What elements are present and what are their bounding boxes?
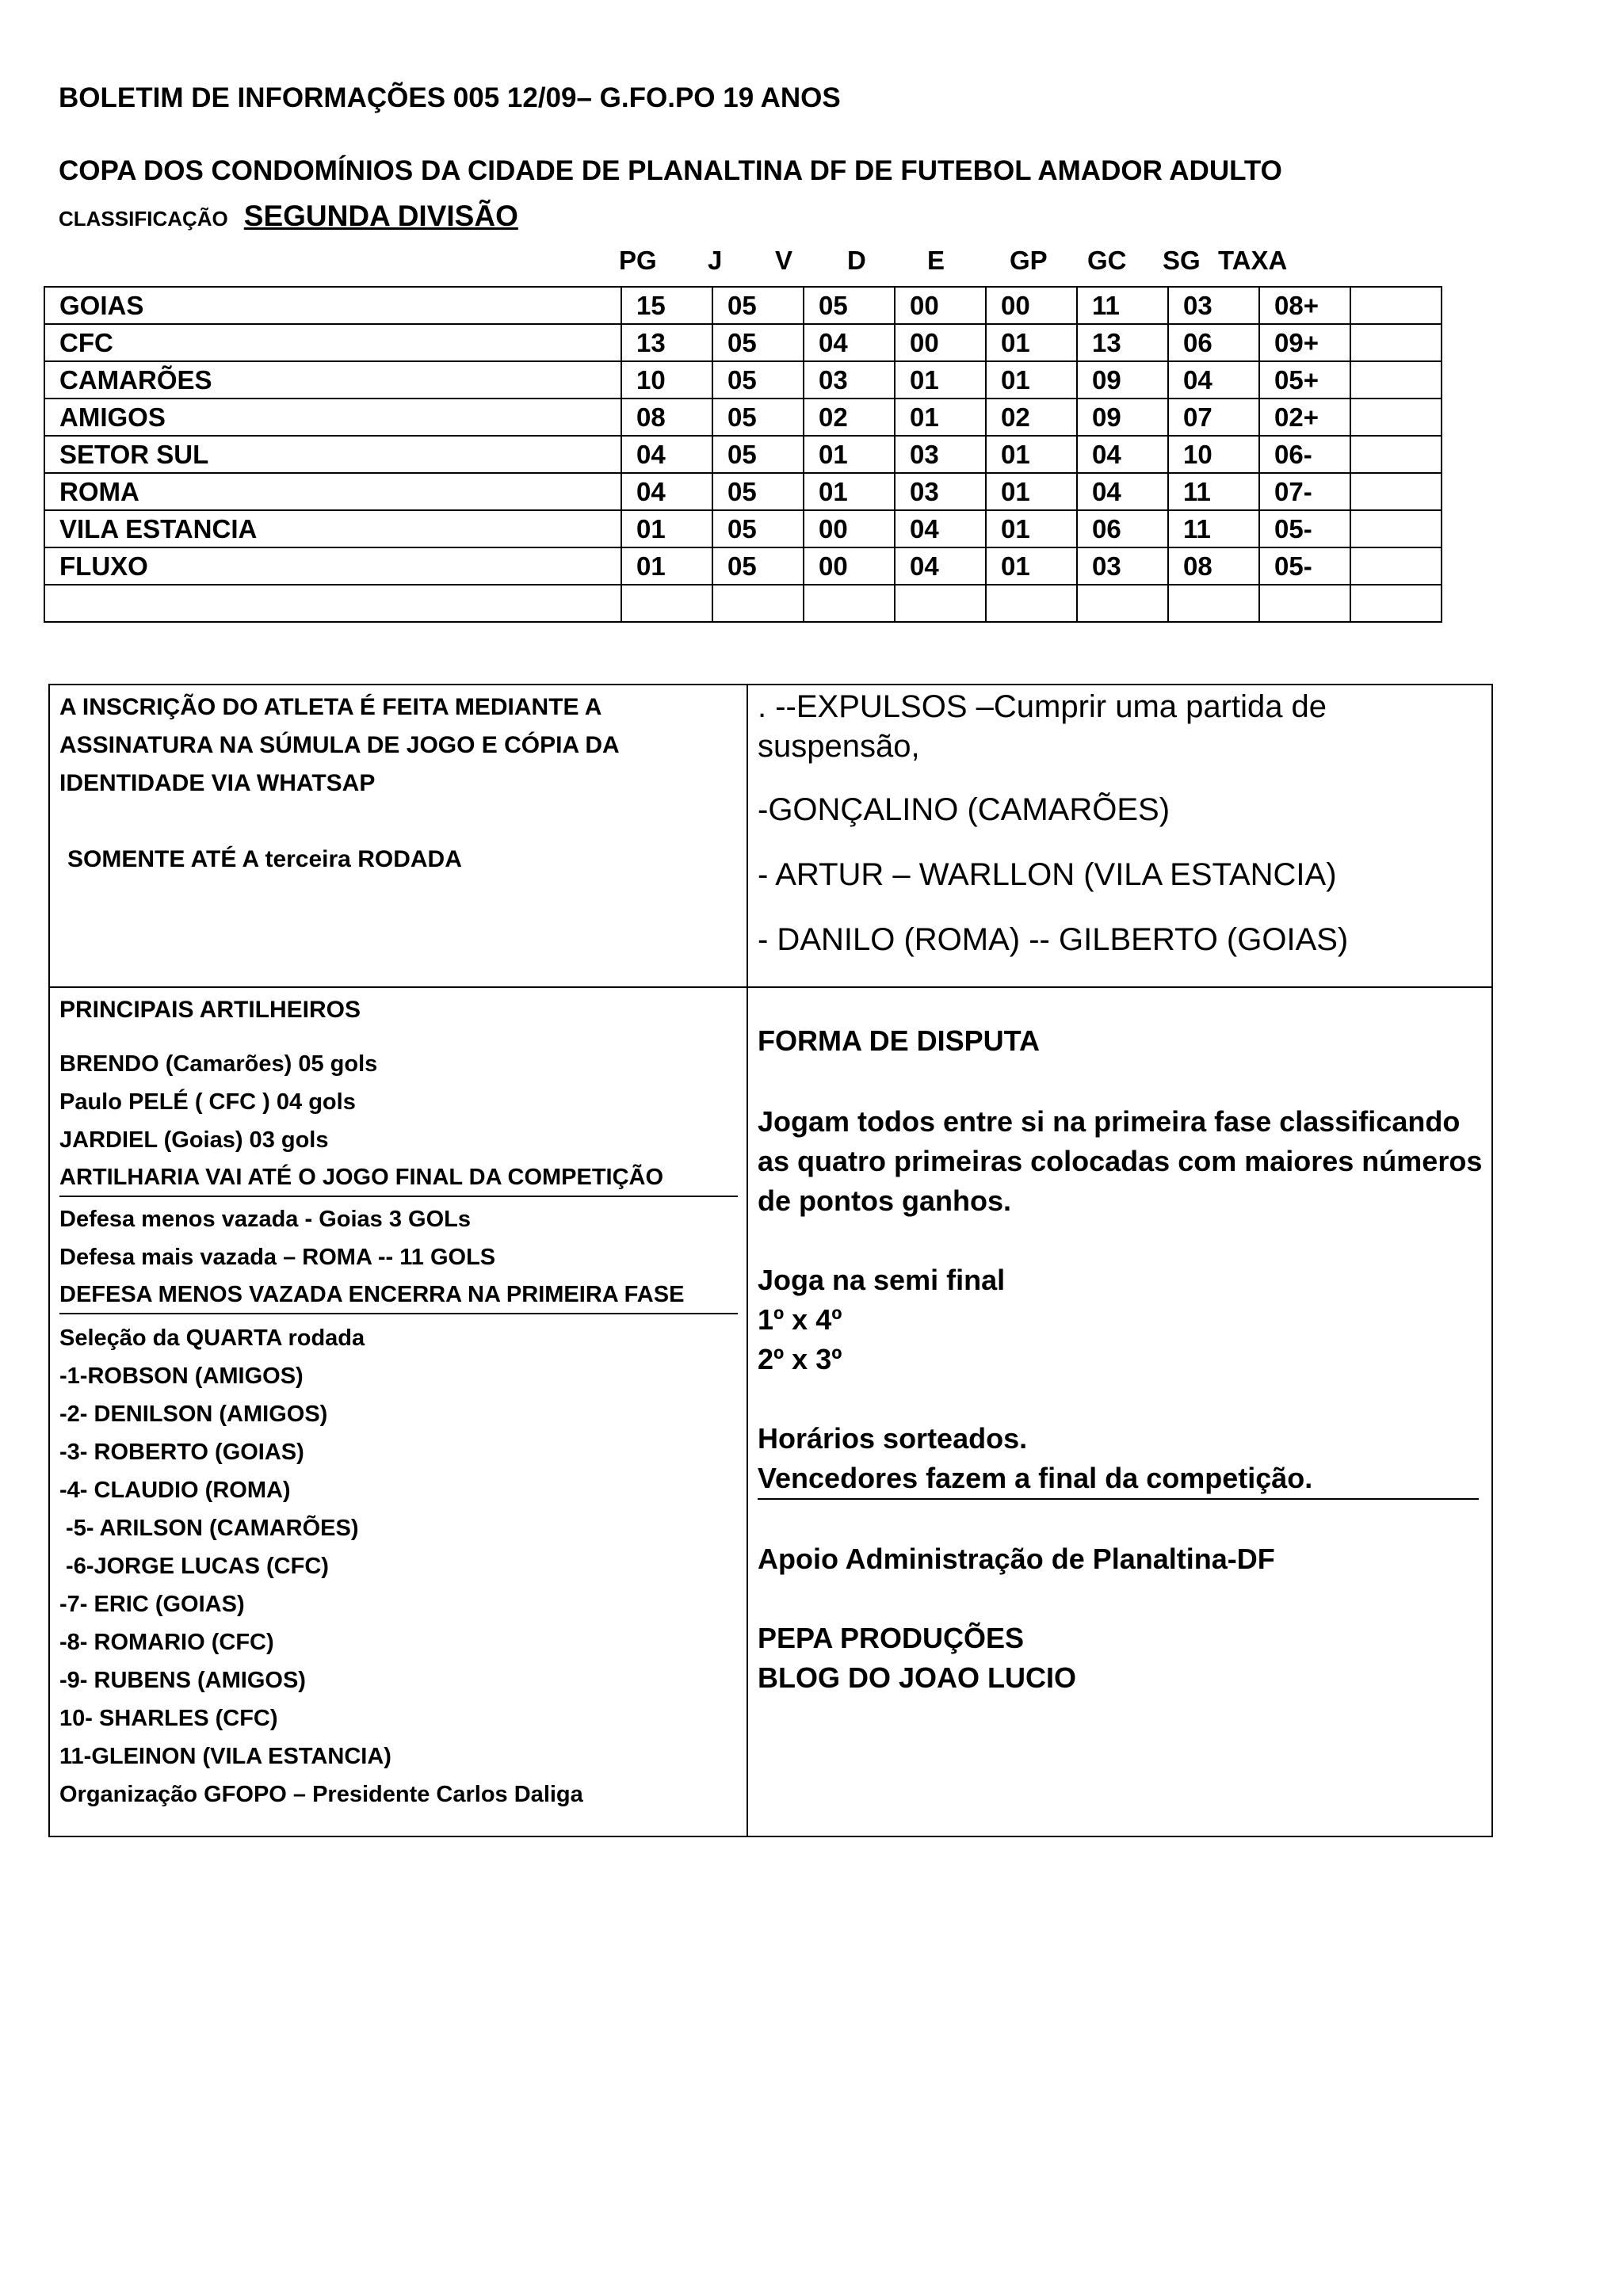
stat-j: 05 bbox=[712, 473, 804, 510]
standings-row bbox=[44, 399, 1442, 436]
selection-player: -2- DENILSON (AMIGOS) bbox=[59, 1402, 328, 1427]
stat-pg: 15 bbox=[621, 287, 712, 324]
selection-player: -7- ERIC (GOIAS) bbox=[59, 1592, 245, 1617]
stat-gc: 10 bbox=[1168, 436, 1259, 473]
stat-e: 01 bbox=[986, 361, 1077, 399]
stat-e bbox=[986, 585, 1077, 622]
selection-player: -5- ARILSON (CAMARÕES) bbox=[59, 1516, 359, 1541]
stat-e: 01 bbox=[986, 436, 1077, 473]
credit-line: BLOG DO JOAO LUCIO bbox=[758, 1661, 1077, 1694]
stat-sg: 08+ bbox=[1259, 287, 1350, 324]
stat-sg: 07- bbox=[1259, 473, 1350, 510]
stat-taxa bbox=[1350, 436, 1442, 473]
stat-pg: 04 bbox=[621, 436, 712, 473]
stat-v: 02 bbox=[804, 399, 895, 436]
stat-gc: 03 bbox=[1168, 287, 1259, 324]
col-header-pg: PG bbox=[619, 246, 657, 275]
support-note: Apoio Administração de Planaltina-DF bbox=[758, 1543, 1275, 1575]
final-note: Vencedores fazem a final da competição. bbox=[758, 1459, 1479, 1500]
stat-v bbox=[804, 585, 895, 622]
format-desc: as quatro primeiras colocadas com maiores números bbox=[758, 1145, 1483, 1177]
standings-row bbox=[44, 287, 1442, 324]
stat-gc: 04 bbox=[1168, 361, 1259, 399]
stat-gp: 04 bbox=[1077, 436, 1168, 473]
stat-pg: 13 bbox=[621, 324, 712, 361]
defense-worst: Defesa mais vazada – ROMA -- 11 GOLS bbox=[59, 1245, 496, 1270]
stat-d: 03 bbox=[895, 473, 986, 510]
format-title: FORMA DE DISPUTA bbox=[758, 1024, 1040, 1057]
scorer-item: JARDIEL (Goias) 03 gols bbox=[59, 1127, 329, 1153]
stat-d: 00 bbox=[895, 324, 986, 361]
stat-gp bbox=[1077, 585, 1168, 622]
team-name: AMIGOS bbox=[44, 399, 621, 436]
selection-player: -6-JORGE LUCAS (CFC) bbox=[59, 1554, 329, 1579]
stat-sg: 05+ bbox=[1259, 361, 1350, 399]
col-header-j: J bbox=[708, 246, 723, 275]
stat-gc: 06 bbox=[1168, 324, 1259, 361]
stat-gc: 07 bbox=[1168, 399, 1259, 436]
team-name: CAMARÕES bbox=[44, 361, 621, 399]
division-title: SEGUNDA DIVISÃO bbox=[243, 200, 518, 232]
semi-match: 1º x 4º bbox=[758, 1303, 842, 1336]
standings-row bbox=[44, 585, 1442, 622]
stat-sg: 06- bbox=[1259, 436, 1350, 473]
col-header-d: D bbox=[847, 246, 866, 275]
registration-line: ASSINATURA NA SÚMULA DE JOGO E CÓPIA DA bbox=[59, 732, 620, 758]
scorer-item: Paulo PELÉ ( CFC ) 04 gols bbox=[59, 1089, 356, 1115]
standings-row bbox=[44, 361, 1442, 399]
selection-player: 10- SHARLES (CFC) bbox=[59, 1706, 278, 1731]
selection-player: -3- ROBERTO (GOIAS) bbox=[59, 1440, 304, 1465]
stat-e: 02 bbox=[986, 399, 1077, 436]
registration-deadline: SOMENTE ATÉ A terceira RODADA bbox=[67, 846, 462, 872]
stat-e: 01 bbox=[986, 324, 1077, 361]
stat-taxa bbox=[1350, 473, 1442, 510]
defense-note: DEFESA MENOS VAZADA ENCERRA NA PRIMEIRA FASE bbox=[59, 1276, 738, 1314]
stat-taxa bbox=[1350, 547, 1442, 585]
team-name: GOIAS bbox=[44, 287, 621, 324]
selection-player: -1-ROBSON (AMIGOS) bbox=[59, 1363, 304, 1389]
stat-taxa bbox=[1350, 324, 1442, 361]
stat-e: 01 bbox=[986, 510, 1077, 547]
stat-d: 01 bbox=[895, 361, 986, 399]
stat-v: 00 bbox=[804, 510, 895, 547]
stat-gp: 09 bbox=[1077, 399, 1168, 436]
stat-gc: 08 bbox=[1168, 547, 1259, 585]
standings-row bbox=[44, 547, 1442, 585]
schedule-note: Horários sorteados. bbox=[758, 1422, 1028, 1455]
stat-j: 05 bbox=[712, 547, 804, 585]
stat-taxa bbox=[1350, 399, 1442, 436]
selection-title: Seleção da QUARTA rodada bbox=[59, 1325, 365, 1351]
col-header-sg: SG bbox=[1163, 246, 1201, 275]
stat-gp: 11 bbox=[1077, 287, 1168, 324]
col-header-gp: GP bbox=[1010, 246, 1048, 275]
expelled-title: . --EXPULSOS –Cumprir uma partida de bbox=[758, 689, 1327, 724]
stat-e: 00 bbox=[986, 287, 1077, 324]
selection-player: -8- ROMARIO (CFC) bbox=[59, 1630, 274, 1655]
stat-j: 05 bbox=[712, 287, 804, 324]
expelled-subtitle: suspensão, bbox=[758, 729, 920, 764]
scorer-item: BRENDO (Camarões) 05 gols bbox=[59, 1051, 378, 1077]
stat-v: 03 bbox=[804, 361, 895, 399]
stat-gp: 09 bbox=[1077, 361, 1168, 399]
col-header-gc: GC bbox=[1087, 246, 1127, 275]
team-name: FLUXO bbox=[44, 547, 621, 585]
stat-taxa bbox=[1350, 287, 1442, 324]
team-name: VILA ESTANCIA bbox=[44, 510, 621, 547]
scorers-title: PRINCIPAIS ARTILHEIROS bbox=[59, 997, 361, 1023]
stat-taxa bbox=[1350, 361, 1442, 399]
stat-sg: 05- bbox=[1259, 547, 1350, 585]
classification-label: CLASSIFICAÇÃO bbox=[59, 207, 228, 231]
stats-cell bbox=[59, 988, 738, 1814]
expelled-player: -GONÇALINO (CAMARÕES) bbox=[758, 792, 1170, 827]
selection-player: -9- RUBENS (AMIGOS) bbox=[59, 1668, 306, 1693]
team-name: ROMA bbox=[44, 473, 621, 510]
semi-match: 2º x 3º bbox=[758, 1343, 842, 1375]
organization-credit: Organização GFOPO – Presidente Carlos Daliga bbox=[59, 1782, 583, 1807]
standings-row bbox=[44, 324, 1442, 361]
stat-d: 01 bbox=[895, 399, 986, 436]
column-divider bbox=[747, 685, 748, 1836]
col-header-taxa: TAXA bbox=[1218, 246, 1288, 275]
stat-pg: 10 bbox=[621, 361, 712, 399]
stat-v: 00 bbox=[804, 547, 895, 585]
competition-title: COPA DOS CONDOMÍNIOS DA CIDADE DE PLANALTINA DF DE FUTEBOL AMADOR ADULTO bbox=[59, 155, 1282, 186]
col-header-e: E bbox=[927, 246, 945, 275]
standings-row bbox=[44, 510, 1442, 547]
col-header-v: V bbox=[775, 246, 793, 275]
stat-j: 05 bbox=[712, 324, 804, 361]
selection-player: 11-GLEINON (VILA ESTANCIA) bbox=[59, 1744, 391, 1769]
stat-pg bbox=[621, 585, 712, 622]
stat-gp: 13 bbox=[1077, 324, 1168, 361]
stat-pg: 01 bbox=[621, 547, 712, 585]
stat-taxa bbox=[1350, 585, 1442, 622]
stat-v: 01 bbox=[804, 473, 895, 510]
stat-j: 05 bbox=[712, 510, 804, 547]
stat-gp: 03 bbox=[1077, 547, 1168, 585]
stat-e: 01 bbox=[986, 473, 1077, 510]
stat-gp: 06 bbox=[1077, 510, 1168, 547]
info-panel bbox=[48, 684, 1493, 1837]
defense-best: Defesa menos vazada - Goias 3 GOLs bbox=[59, 1207, 471, 1232]
team-name: CFC bbox=[44, 324, 621, 361]
stat-d: 03 bbox=[895, 436, 986, 473]
stat-d bbox=[895, 585, 986, 622]
expelled-player: - DANILO (ROMA) -- GILBERTO (GOIAS) bbox=[758, 922, 1349, 957]
registration-line: A INSCRIÇÃO DO ATLETA É FEITA MEDIANTE A bbox=[59, 694, 602, 720]
stat-pg: 08 bbox=[621, 399, 712, 436]
stat-j: 05 bbox=[712, 361, 804, 399]
bulletin-title: BOLETIM DE INFORMAÇÕES 005 12/09– G.FO.PO 19 ANOS bbox=[59, 82, 841, 113]
team-name: SETOR SUL bbox=[44, 436, 621, 473]
standings-table bbox=[44, 286, 1442, 623]
classification-line bbox=[59, 200, 518, 233]
stat-sg: 05- bbox=[1259, 510, 1350, 547]
stat-pg: 04 bbox=[621, 473, 712, 510]
stat-sg: 02+ bbox=[1259, 399, 1350, 436]
stat-pg: 01 bbox=[621, 510, 712, 547]
stat-j bbox=[712, 585, 804, 622]
stat-d: 00 bbox=[895, 287, 986, 324]
selection-list bbox=[59, 1357, 738, 1775]
format-cell bbox=[758, 988, 1485, 1698]
stat-gc bbox=[1168, 585, 1259, 622]
format-desc: de pontos ganhos. bbox=[758, 1184, 1011, 1217]
stat-gc: 11 bbox=[1168, 510, 1259, 547]
scorers-note: ARTILHARIA VAI ATÉ O JOGO FINAL DA COMPETIÇÃO bbox=[59, 1159, 738, 1197]
registration-cell bbox=[59, 688, 620, 879]
stat-gp: 04 bbox=[1077, 473, 1168, 510]
stat-sg bbox=[1259, 585, 1350, 622]
stat-d: 04 bbox=[895, 510, 986, 547]
stat-v: 01 bbox=[804, 436, 895, 473]
registration-line: IDENTIDADE VIA WHATSAP bbox=[59, 770, 376, 796]
stat-j: 05 bbox=[712, 436, 804, 473]
stat-sg: 09+ bbox=[1259, 324, 1350, 361]
standings-row bbox=[44, 436, 1442, 473]
standings-row bbox=[44, 473, 1442, 510]
stat-gc: 11 bbox=[1168, 473, 1259, 510]
stat-j: 05 bbox=[712, 399, 804, 436]
expelled-cell bbox=[758, 687, 1348, 959]
stat-e: 01 bbox=[986, 547, 1077, 585]
format-desc: Jogam todos entre si na primeira fase classificando bbox=[758, 1105, 1461, 1138]
stat-v: 04 bbox=[804, 324, 895, 361]
team-name bbox=[44, 585, 621, 622]
stat-v: 05 bbox=[804, 287, 895, 324]
credit-line: PEPA PRODUÇÕES bbox=[758, 1622, 1025, 1654]
semi-title: Joga na semi final bbox=[758, 1264, 1006, 1296]
selection-player: -4- CLAUDIO (ROMA) bbox=[59, 1478, 291, 1503]
expelled-player: - ARTUR – WARLLON (VILA ESTANCIA) bbox=[758, 857, 1337, 892]
stat-d: 04 bbox=[895, 547, 986, 585]
stat-taxa bbox=[1350, 510, 1442, 547]
